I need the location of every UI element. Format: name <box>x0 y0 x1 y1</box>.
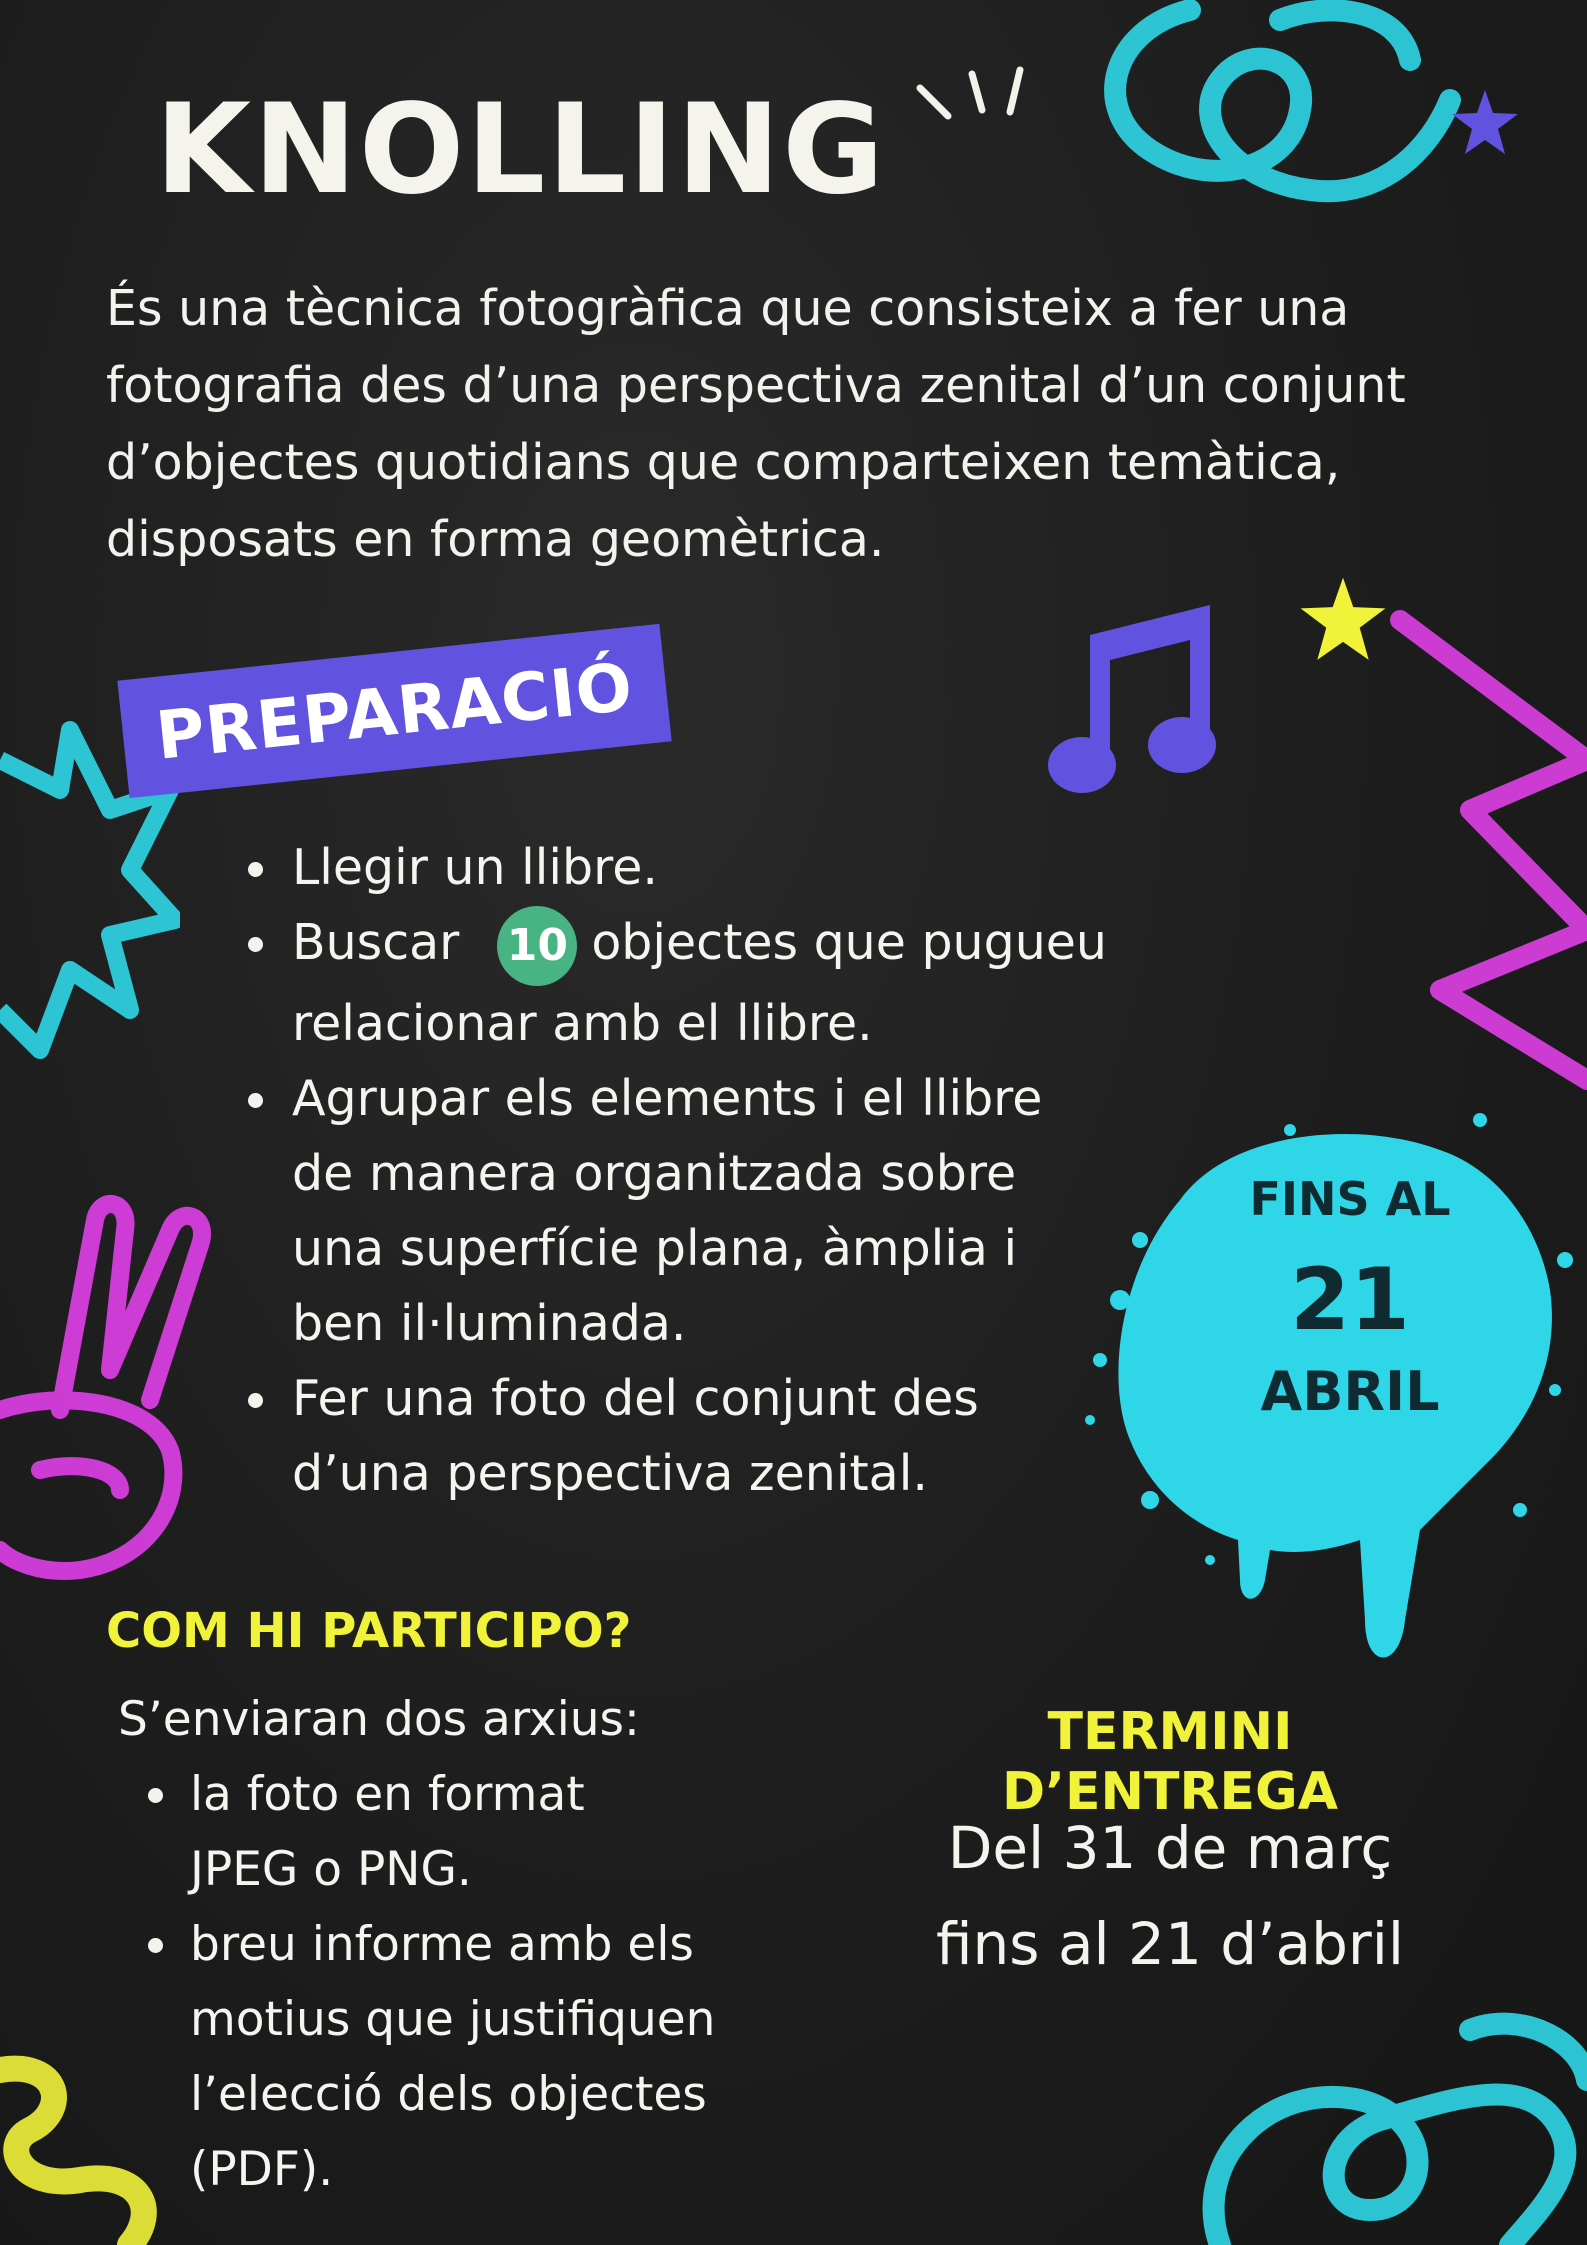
intro-paragraph: És una tècnica fotogràfica que consisteix a fer una fotografia des d’una perspectiva zenital d’un conjunt d’objectes quotidians que comparteixen temàtica, disposats en forma geomètrica. <box>106 280 1406 568</box>
termini-heading: TERMINI D’ENTREGA <box>1002 1702 1338 1822</box>
preparacio-heading: PREPARACIÓ <box>152 647 637 775</box>
list-item-text: Llegir un llibre. <box>292 839 658 896</box>
list-item <box>242 1361 1092 1511</box>
deadline-badge-day: 21 <box>1290 1250 1410 1350</box>
magenta-zigzag-decoration <box>1360 600 1587 1120</box>
object-count-badge: 10 <box>497 906 577 986</box>
termini-line1: Del 31 de març <box>947 1814 1393 1882</box>
list-item <box>140 1757 630 1907</box>
participo-heading: COM HI PARTICIPO? <box>106 1603 632 1659</box>
list-item <box>242 1061 1112 1361</box>
list-item <box>242 905 1162 1061</box>
list-item <box>140 1907 790 2207</box>
cyan-swirl-top-decoration <box>1050 0 1470 250</box>
preparacio-banner <box>117 624 671 798</box>
spark-lines-decoration <box>910 60 1040 130</box>
deadline-badge-line1: FINS AL <box>1249 1172 1451 1226</box>
list-item-text: Agrupar els elements i el llibre de manera organitzada sobre una superfície plana, àmplia i ben il·luminada. <box>292 1069 1043 1352</box>
violet-star-top-decoration <box>1450 88 1520 158</box>
participo-intro: S’enviaran dos arxius: <box>118 1692 640 1747</box>
deadline-badge-month: ABRIL <box>1260 1360 1440 1423</box>
list-item-text: objectes que pugueu relacionar amb el llibre. <box>292 914 1107 1052</box>
list-item-text: Fer una foto del conjunt des d’una perspectiva zenital. <box>292 1369 979 1502</box>
participo-list <box>140 1757 780 2207</box>
list-item-text: breu informe amb els motius que justifiquen l’elecció dels objectes (PDF). <box>190 1917 716 2197</box>
preparacio-list <box>242 830 1162 1511</box>
list-item-text: Buscar <box>292 914 460 971</box>
list-item <box>242 830 1162 905</box>
list-item-text: la foto en format JPEG o PNG. <box>190 1767 585 1897</box>
cyan-swirl-bottom-decoration <box>1180 2010 1587 2245</box>
music-note-decoration <box>1030 595 1250 815</box>
page-title: KNOLLING <box>155 78 886 222</box>
termini-line2: fins al 21 d’abril <box>936 1910 1404 1978</box>
magenta-peace-hand-decoration <box>0 1170 220 1610</box>
termini-period <box>880 1800 1460 1992</box>
